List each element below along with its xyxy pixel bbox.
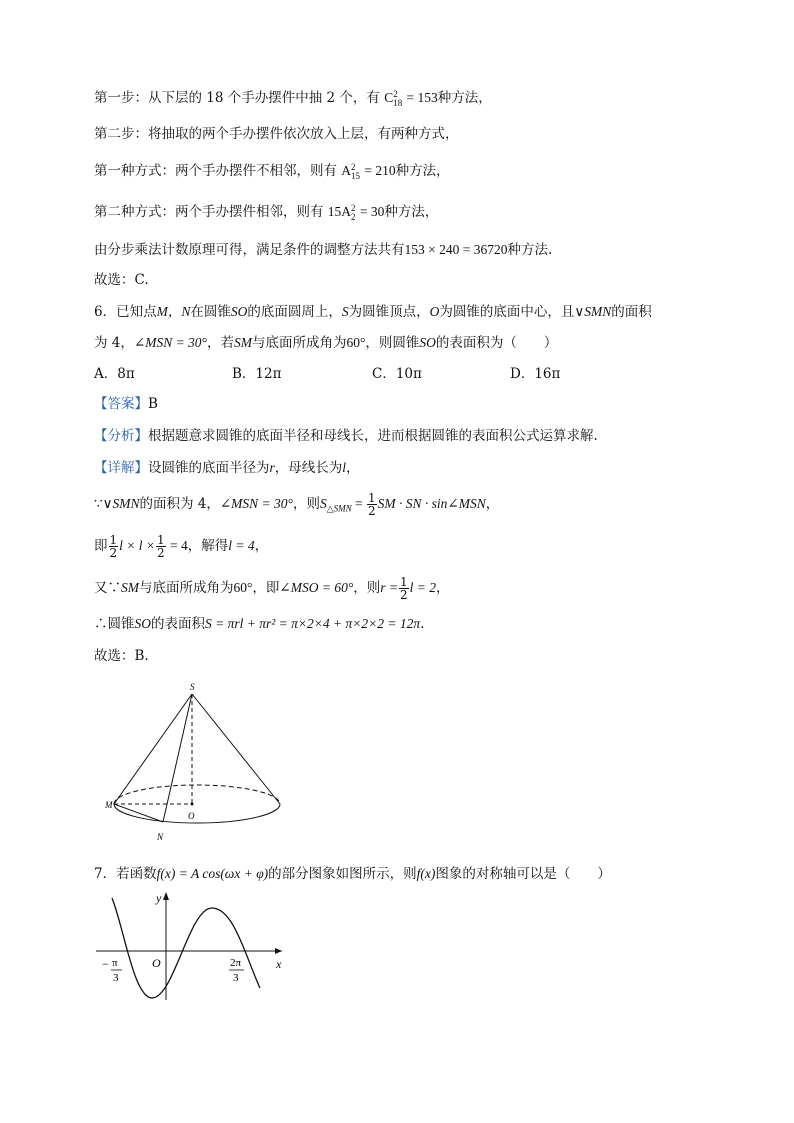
label-o: O bbox=[188, 811, 195, 821]
q6-stem-line2: 为 4，∠MSN = 30°，若SM与底面所成角为60°，则圆锥SO的表面积为（ ） bbox=[94, 335, 558, 351]
option-d: D．16π bbox=[510, 366, 561, 382]
svg-text:3: 3 bbox=[113, 972, 119, 984]
way1-line: 第一种方式：两个手办摆件不相邻，则有 A 2 15 = 210种方法， bbox=[94, 161, 450, 181]
origin-label: O bbox=[152, 956, 161, 970]
detail-line1: 【详解】设圆锥的底面半径为r，母线长为l， bbox=[94, 460, 360, 476]
choice-q5: 故选：C. bbox=[94, 272, 149, 288]
q6-stem-line1: 6．已知点M，N在圆锥SO的底面圆周上，S为圆锥顶点，O为圆锥的底面中心，且∨SMN的面积 bbox=[94, 304, 652, 320]
svg-text:π: π bbox=[112, 957, 118, 969]
detail-line2: ∵∨SMN的面积为 4，∠MSN = 30°，则$S_{\triangle SMN}$ = $\frac{1}{2}$ SM · SN · sin∠MSN， bbox=[94, 491, 500, 518]
svg-text:−: − bbox=[102, 957, 109, 971]
answer-value: B bbox=[148, 396, 158, 412]
axis-label-x: x bbox=[276, 957, 282, 971]
cosine-graph bbox=[94, 888, 294, 1003]
axis-label-y: y bbox=[156, 891, 162, 905]
step2-line: 第二步：将抽取的两个手办摆件依次放入上层，有两种方式， bbox=[94, 126, 459, 142]
total-line: 由分步乘法计数原理可得，满足条件的调整方法共有153 × 240 = 36720种方法. bbox=[94, 242, 553, 258]
combination-symbol: C 2 18 bbox=[384, 88, 403, 108]
arrangement-symbol: A 2 15 bbox=[341, 161, 361, 181]
label-m: M bbox=[105, 800, 113, 810]
answer-tag: 【答案】 bbox=[94, 396, 148, 412]
fraction-half: $\frac{1}{2}$ bbox=[368, 491, 376, 518]
option-c: C．10π bbox=[372, 366, 422, 382]
way2-line: 第二种方式：两个手办摆件相邻，则有 15A 2 2 = 30种方法， bbox=[94, 202, 439, 222]
option-a: A．8π bbox=[94, 366, 135, 382]
label-s: S bbox=[190, 682, 195, 692]
analysis-line: 【分析】根据题意求圆锥的底面半径和母线长，进而根据圆锥的表面积公式运算求解. bbox=[94, 428, 598, 444]
svg-text:2π: 2π bbox=[230, 957, 242, 969]
answer-line bbox=[94, 394, 158, 414]
choice-q6: 故选：B. bbox=[94, 648, 149, 664]
label-n: N bbox=[157, 832, 164, 842]
analysis-tag: 【分析】 bbox=[94, 428, 148, 444]
q7-stem: 7．若函数f(x) = A cos(ωx + φ)的部分图象如图所示，则f(x)图象的对称轴可以是（ ） bbox=[94, 866, 611, 882]
svg-text:3: 3 bbox=[233, 972, 239, 984]
arrangement-symbol-2: 15A 2 2 bbox=[327, 202, 356, 222]
detail-line5: ∴圆锥SO的表面积S = πrl + πr² = π×2×4 + π×2×2 = 12π. bbox=[94, 616, 425, 632]
detail-line4: 又∵SM与底面所成角为60°，即∠MSO = 60°，则r = $\frac{1}{2}$ l = 2， bbox=[94, 575, 450, 602]
step1-line: 第一步：从下层的 18 个手办摆件中抽 2 个，有 C 2 18 = 153种方法， bbox=[94, 88, 492, 108]
detail-tag: 【详解】 bbox=[94, 460, 148, 476]
cone-figure bbox=[105, 680, 295, 845]
option-b: B．12π bbox=[232, 366, 282, 382]
detail-line3: 即 $\frac{1}{2}$ l × l × $\frac{1}{2}$ = 4，解得l = 4， bbox=[94, 533, 269, 560]
